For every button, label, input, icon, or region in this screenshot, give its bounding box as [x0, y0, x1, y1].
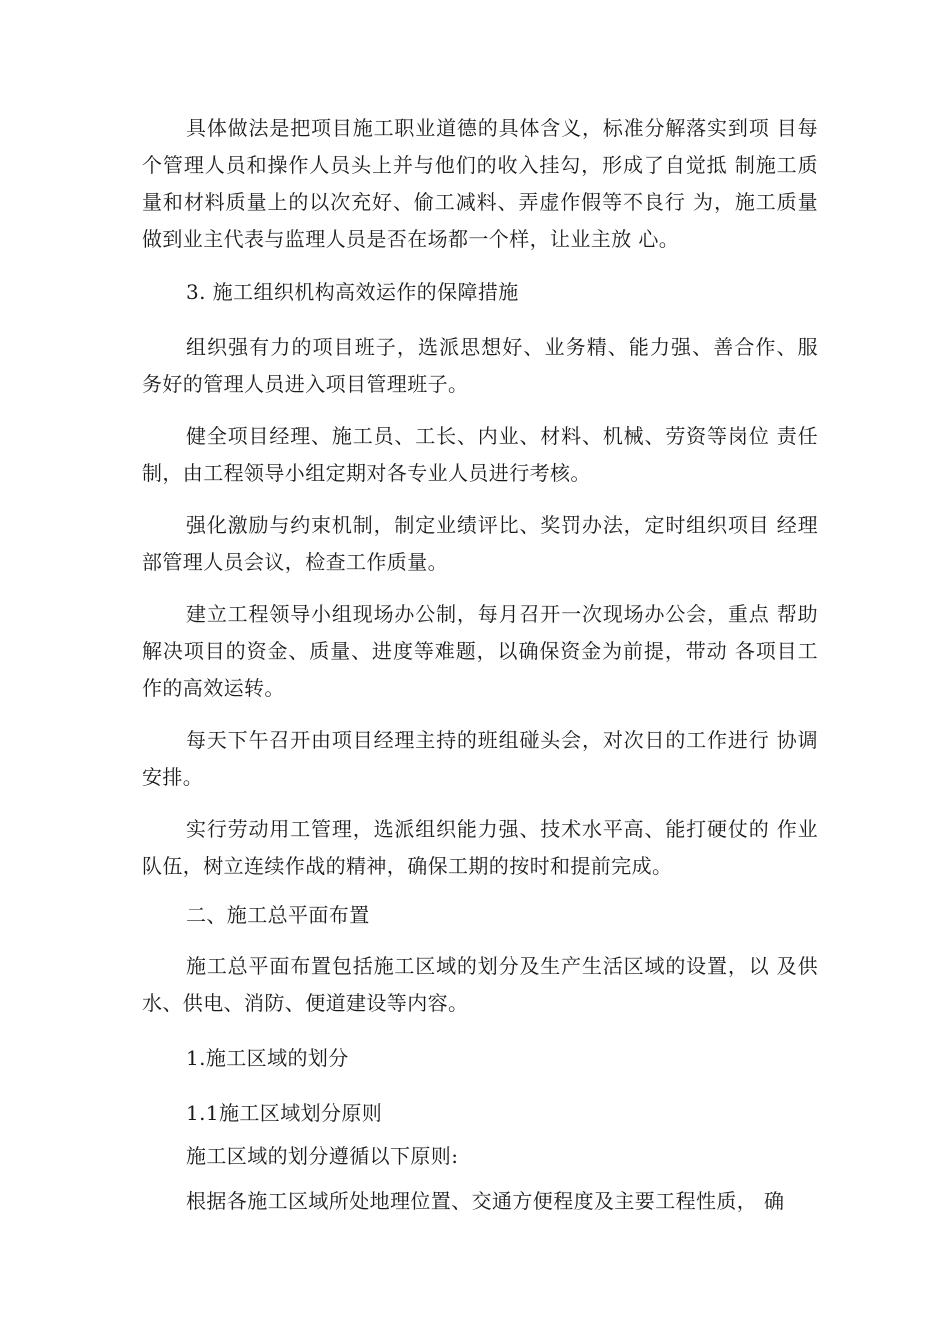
paragraph-principles-first: 根据各施工区域所处地理位置、交通方便程度及主要工程性质， 确 — [186, 1189, 785, 1213]
section-heading-site-layout: 二、施工总平面布置 — [186, 903, 370, 927]
paragraph-responsibility-system: 健全项目经理、施工员、工长、内业、材料、机械、劳资等岗位 责任制，由工程领导小组定期对各专业人员进行考核。 — [142, 424, 818, 485]
paragraph-daily-meeting: 每天下午召开由项目经理主持的班组碰头会，对次日的工作进行 协调安排。 — [142, 728, 818, 789]
paragraph-principles-intro: 施工区域的划分遵循以下原则: — [186, 1144, 459, 1168]
paragraph-work-method: 具体做法是把项目施工职业道德的具体含义，标准分解落实到项 目每个管理人员和操作人员头上并与他们的收入挂勾，形成了自觉抵 制施工质量和材料质量上的以次充好、偷工减料、弄虚作假等不良行 为，施工质量做到业主代表与监理人员是否在场都一个样，让业主放 心。 — [142, 116, 818, 251]
paragraph-incentive-mechanism: 强化激励与约束机制，制定业绩评比、奖罚办法，定时组织项目 经理部管理人员会议，检查工作质量。 — [142, 513, 818, 574]
section-heading-division-principles: 1.1施工区域划分原则 — [186, 1101, 383, 1125]
paragraph-labor-management: 实行劳动用工管理，选派组织能力强、技术水平高、能打硬仗的 作业队伍，树立连续作战的精神，确保工期的按时和提前完成。 — [142, 817, 818, 878]
paragraph-layout-contents: 施工总平面布置包括施工区域的划分及生产生活区域的设置，以 及供水、供电、消防、便道建设等内容。 — [142, 954, 818, 1015]
paragraph-project-team: 组织强有力的项目班子，选派思想好、业务精、能力强、善合作、服务好的管理人员进入项目管理班子。 — [142, 335, 818, 396]
section-heading-area-division: 1.施工区域的划分 — [186, 1046, 349, 1070]
paragraph-site-office: 建立工程领导小组现场办公制，每月召开一次现场办公会，重点 帮助解决项目的资金、质量、进度等难题，以确保资金为前提，带动 各项目工作的高效运转。 — [142, 602, 818, 700]
section-heading-organization-measures: 3. 施工组织机构高效运作的保障措施 — [186, 280, 519, 304]
